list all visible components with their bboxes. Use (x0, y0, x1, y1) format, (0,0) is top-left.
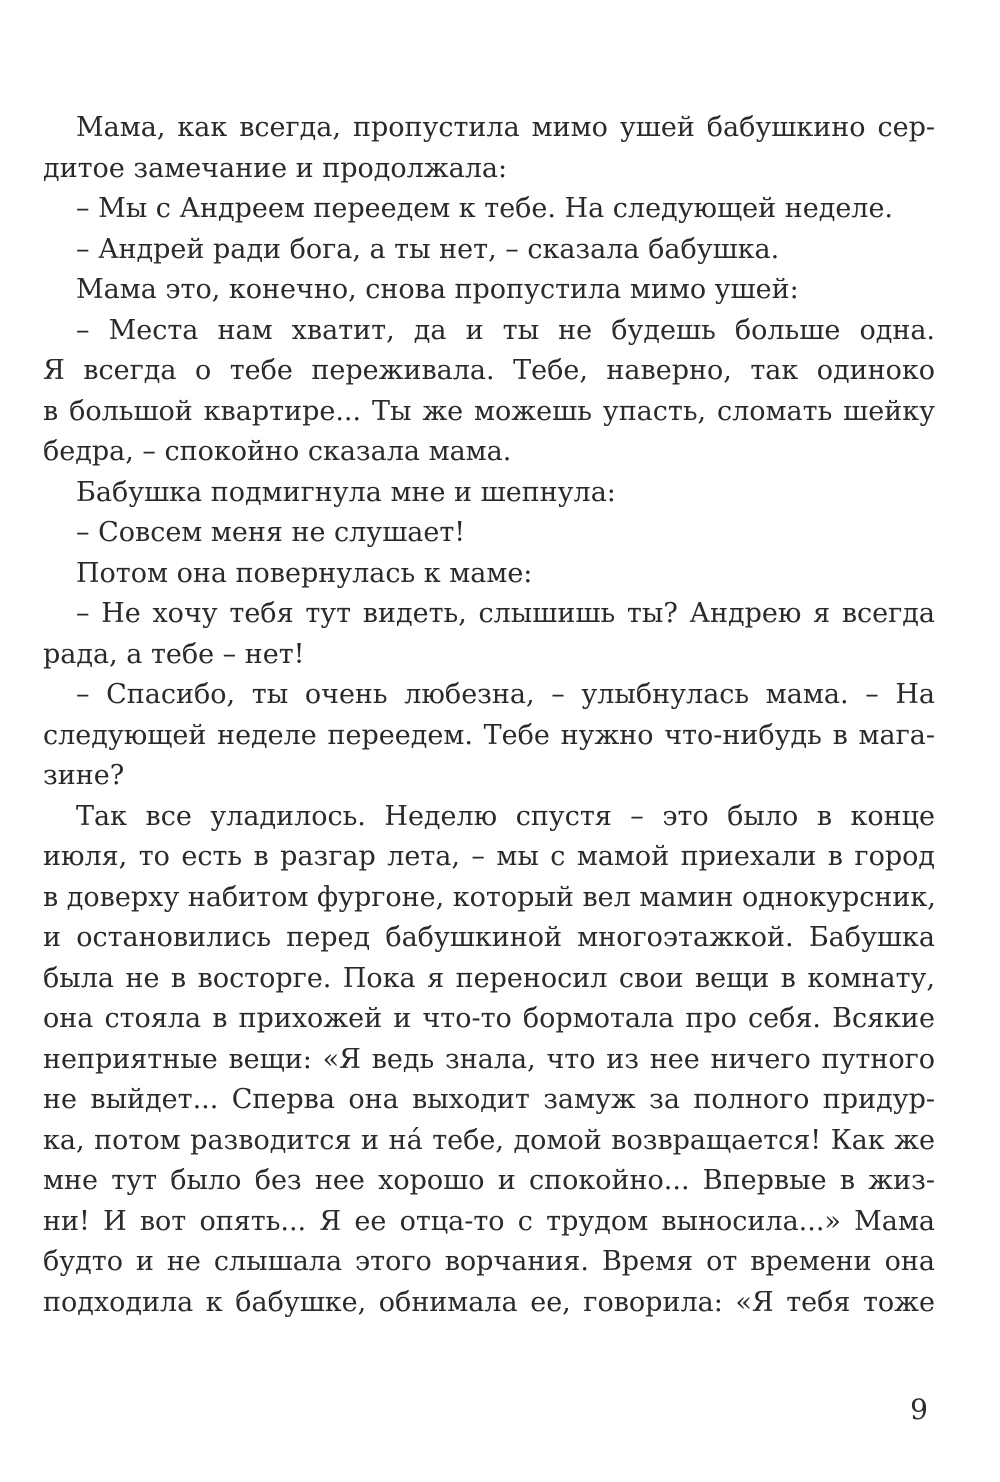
text-line: в большой квартире... Ты же можешь упасть, сломать шейку (43, 395, 935, 427)
text-line: мне тут было без нее хорошо и спокойно... Впервые в жиз- (43, 1165, 935, 1196)
text-line: следующей неделе переедем. Тебе нужно что-нибудь в мага- (43, 719, 935, 751)
text-line: Потом она повернулась к маме: (76, 557, 533, 589)
text-line: ка, потом разводится и на́ тебе, домой возвращается! Как же (43, 1124, 935, 1156)
text-line: Бабушка подмигнула мне и шепнула: (76, 476, 616, 508)
text-line: будто и не слышала этого ворчания. Время от времени она (43, 1246, 935, 1277)
text-line: – Андрей ради бога, а ты нет, – сказала бабушка. (76, 233, 780, 265)
text-line: дитое замечание и продолжала: (43, 152, 508, 184)
text-line: подходила к бабушке, обнимала ее, говорила: «Я тебя тоже (43, 1286, 935, 1318)
text-line: рада, а тебе – нет! (43, 638, 305, 670)
page-number: 9 (910, 1393, 928, 1426)
text-line: – Спасибо, ты очень любезна, – улыбнулась мама. – На (76, 679, 935, 710)
text-line: Мама это, конечно, снова пропустила мимо ушей: (76, 274, 799, 305)
text-line: – Мы с Андреем переедем к тебе. На следующей неделе. (76, 193, 894, 224)
text-line: в доверху набитом фургоне, который вел мамин однокурсник, (43, 881, 936, 913)
text-line: Я всегда о тебе переживала. Тебе, наверно, так одиноко (43, 355, 935, 386)
text-line: неприятные вещи: «Я ведь знала, что из нее ничего путного (43, 1043, 935, 1075)
text-line: она стояла в прихожей и что-то бормотала про себя. Всякие (43, 1003, 935, 1034)
text-line: Мама, как всегда, пропустила мимо ушей бабушкино сер- (76, 112, 935, 143)
text-line: – Совсем меня не слушает! (76, 517, 466, 548)
text-line: ни! И вот опять... Я ее отца-то с трудом выносила...» Мама (43, 1205, 935, 1237)
text-line: бедра, – спокойно сказала мама. (43, 436, 512, 467)
text-line: июля, то есть в разгар лета, – мы с мамой приехали в город (43, 841, 935, 872)
text-line: Так все уладилось. Неделю спустя – это было в конце (76, 800, 935, 832)
text-line: зине? (43, 760, 125, 791)
text-line: была не в восторге. Пока я переносил свои вещи в комнату, (43, 962, 935, 994)
text-line: и остановились перед бабушкиной многоэтажкой. Бабушка (43, 922, 935, 953)
text-line: не выйдет... Сперва она выходит замуж за полного придур- (43, 1084, 935, 1115)
body-text (43, 108, 935, 1323)
text-line: – Места нам хватит, да и ты не будешь больше одна. (76, 314, 935, 346)
text-line: – Не хочу тебя тут видеть, слышишь ты? Андрею я всегда (76, 598, 935, 629)
